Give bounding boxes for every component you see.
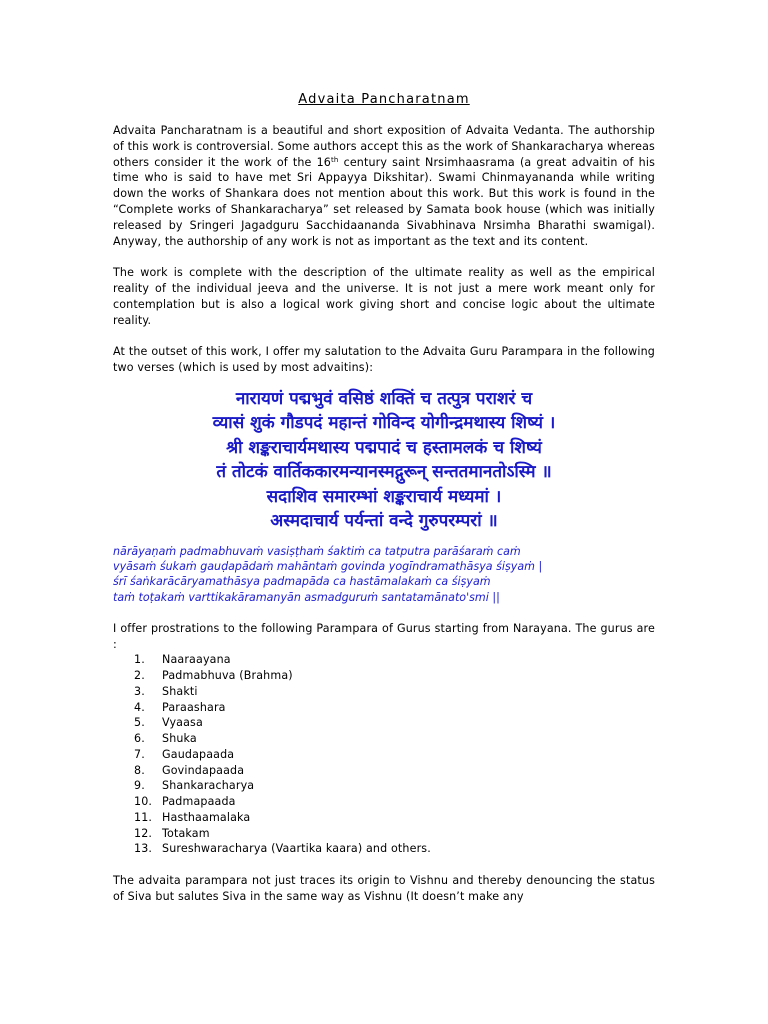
ordinal-suffix: th (331, 155, 339, 164)
transliteration-line: taṁ toṭakaṁ varttikakāramanyān asmadguruṁ santatamānato'smi || (113, 590, 500, 604)
list-number: 6. (134, 732, 145, 746)
guru-name: Naaraayana (162, 653, 231, 667)
guru-name: Totakam (162, 826, 210, 840)
list-item (134, 731, 655, 747)
list-item (134, 700, 655, 716)
guru-name: Sureshwaracharya (Vaartika kaara) and others. (162, 842, 431, 856)
list-item (134, 668, 655, 684)
verse-line: श्री शङ्कराचार्यमथास्य पद्मपादं च हस्तामलकं च शिष्यं (226, 437, 542, 458)
verse-line: नारायणं पद्मभुवं वसिष्ठं शक्तिं च तत्पुत्र पराशरं च (235, 388, 533, 409)
reality-paragraph: The work is complete with the description of the ultimate reality as well as the empirical reality of the individual jeeva and the universe. It is not just a mere work meant only for contemplation but is also a logical work giving short and concise logic about the ultimate reality. (113, 266, 655, 327)
guru-name: Hasthaamalaka (162, 810, 251, 824)
list-number: 11. (134, 810, 153, 824)
list-number: 10. (134, 795, 153, 809)
guru-name: Padmapaada (162, 795, 236, 809)
guru-name: Vyaasa (162, 716, 203, 730)
parampara-paragraph: The advaita parampara not just traces its origin to Vishnu and thereby denouncing the status of Siva but salutes Siva in the same way as Vishnu (It doesn’t make any (113, 873, 655, 903)
intro-paragraph (113, 123, 655, 249)
transliteration-line: nārāyaṇaṁ padmabhuvaṁ vasiṣṭhaṁ śaktiṁ ca tatputra parāśaraṁ caṁ (113, 544, 521, 558)
list-number: 13. (134, 842, 153, 856)
transliteration-block (113, 544, 655, 605)
transliteration-line: śrī śaṅkarācāryamathāsya padmapāda ca hastāmalakaṁ ca śiṣyaṁ (113, 575, 491, 589)
list-number: 12. (134, 826, 153, 840)
guru-list (113, 652, 655, 857)
list-item (134, 810, 655, 826)
list-number: 8. (134, 763, 145, 777)
guru-name: Padmabhuva (Brahma) (162, 669, 293, 683)
gurus-intro-paragraph: I offer prostrations to the following Parampara of Gurus starting from Narayana. The gurus are : (113, 621, 655, 651)
sanskrit-verse (113, 387, 655, 534)
list-item (134, 763, 655, 779)
guru-name: Shakti (162, 684, 198, 698)
list-item (134, 747, 655, 763)
intro-text-b: century saint Nrsimhaasrama (a great advaitin of his time who is said to have met Sri Appayya Dikshitar). Swami Chinmayananda while writing down the works of Shankara does not mention about this work. But this work is found in the “Complete works of Shankaracharya” set released by Samata book house (which was initially released by Sringeri Jagadguru Sacchidaananda Sivabhinava Nrsimha Bharathi swamigal). Anyway, the authorship of any work is not as important as the text and its content. (113, 155, 656, 248)
list-item (134, 841, 655, 857)
list-number: 5. (134, 716, 145, 730)
list-item (134, 715, 655, 731)
list-item (134, 778, 655, 794)
guru-name: Shankaracharya (162, 779, 255, 793)
document-page (113, 92, 655, 904)
guru-name: Gaudapaada (162, 747, 235, 761)
list-number: 1. (134, 653, 145, 667)
salutation-paragraph: At the outset of this work, I offer my salutation to the Advaita Guru Parampara in the following two verses (which is used by most advaitins): (113, 345, 655, 374)
list-item (134, 652, 655, 668)
list-number: 3. (134, 684, 145, 698)
list-number: 9. (134, 779, 145, 793)
guru-name: Shuka (162, 732, 197, 746)
list-item (134, 684, 655, 700)
list-number: 4. (134, 700, 145, 714)
list-item (134, 794, 655, 810)
verse-line: अस्मदाचार्य पर्यन्तां वन्दे गुरुपरम्परां ॥ (270, 511, 498, 532)
verse-line: व्यासं शुकं गौडपदं महान्तं गोविन्द योगीन्द्रमथास्य शिष्यं । (212, 413, 556, 434)
list-number: 2. (134, 669, 145, 683)
transliteration-line: vyāsaṁ śukaṁ gauḍapādaṁ mahāntaṁ govinda yogīndramathāsya śiṣyaṁ | (113, 560, 543, 574)
guru-name: Paraashara (162, 700, 226, 714)
document-title: Advaita Pancharatnam (298, 92, 470, 107)
list-item (134, 826, 655, 842)
intro-text-a: Advaita Pancharatnam is a beautiful and short exposition of Advaita Vedanta. The authorship of this work is controversial. Some authors accept this as the work of Shankaracharya whereas others consider it the work of the 16 (113, 124, 655, 169)
guru-name: Govindapaada (162, 763, 245, 777)
list-number: 7. (134, 747, 145, 761)
verse-line: सदाशिव समारम्भां शङ्कराचार्य मध्यमां । (266, 486, 502, 507)
verse-line: तं तोटकं वार्तिककारमन्यानस्मद्गुरून् सन्ततमानतोऽस्मि ॥ (216, 462, 552, 483)
